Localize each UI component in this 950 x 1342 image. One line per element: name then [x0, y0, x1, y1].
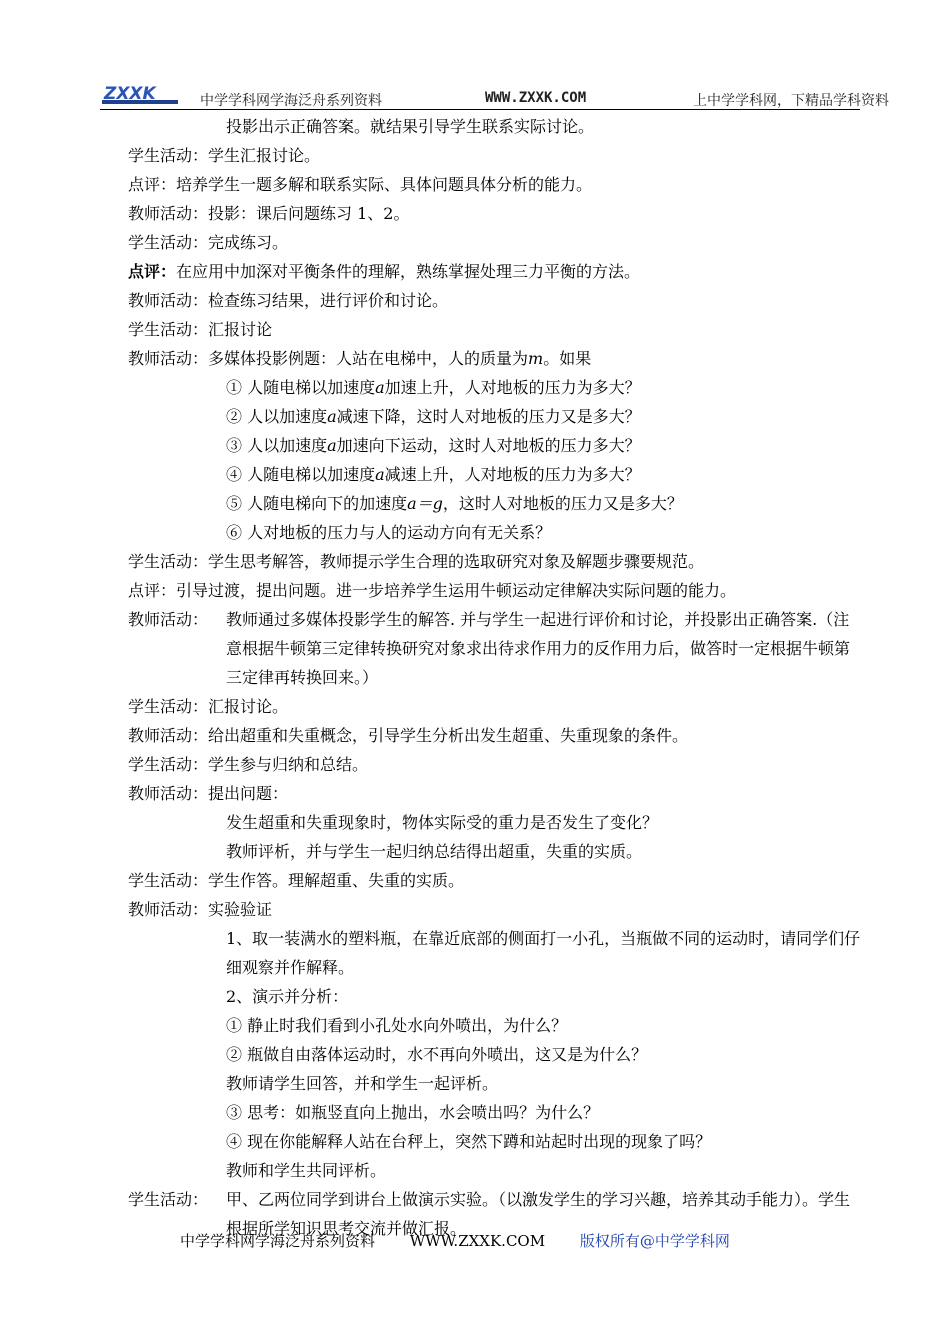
comment-text: 在应用中加深对平衡条件的理解，熟练掌握处理三力平衡的方法。	[176, 262, 641, 281]
page-header	[100, 80, 889, 110]
question-1: ① 人随电梯以加速度a加速上升，人对地板的压力为多大？	[226, 378, 641, 397]
text-line: 学生活动：学生思考解答，教师提示学生合理的选取研究对象及解题步骤要规范。	[128, 552, 705, 571]
variable-a: a	[375, 378, 385, 397]
comment-label: 点评：	[128, 262, 177, 281]
text-line: 学生活动：学生汇报讨论。	[128, 146, 321, 165]
text-line: 学生活动：汇报讨论	[128, 320, 273, 339]
document-body	[128, 112, 863, 1243]
text-line: 教师请学生回答，并和学生一起评析。	[226, 1074, 499, 1093]
header-url[interactable]: WWW.ZXXK.COM	[485, 90, 587, 106]
text-line	[128, 344, 863, 373]
text-line: ④ 现在你能解释人站在台秤上，突然下蹲和站起时出现的现象了吗？	[226, 1132, 712, 1151]
text-line: ① 静止时我们看到小孔处水向外喷出，为什么？	[226, 1016, 568, 1035]
header-left-text: 中学学科网学海泛舟系列资料	[200, 93, 382, 109]
paragraph-text: 甲、乙两位同学到讲台上做演示实验。（以激发学生的学习兴趣，培养其动手能力）。学生根据所学知识思考交流并做汇报。	[226, 1190, 851, 1238]
text-line: 教师活动：实验验证	[128, 900, 273, 919]
header-rule	[100, 109, 860, 110]
text-paragraph	[128, 605, 863, 692]
text-line: 点评：培养学生一题多解和联系实际、具体问题具体分析的能力。	[128, 175, 593, 194]
text-line: 教师评析，并与学生一起归纳总结得出超重，失重的实质。	[226, 842, 643, 861]
text-line: 教师和学生共同评析。	[226, 1161, 387, 1180]
text-line: ② 瓶做自由落体运动时，水不再向外喷出，这又是为什么？	[226, 1045, 648, 1064]
text-line: 学生活动：完成练习。	[128, 233, 289, 252]
example-intro-end: 。如果	[543, 349, 592, 368]
zxxk-logo	[100, 80, 180, 106]
paragraph-text: 教师通过多媒体投影学生的解答. 并与学生一起进行评价和讨论，并投影出正确答案.（注意根据牛顿第三定律转换研究对象求出待求作用力的反作用力后，做答时一定根据牛顿第三定律再转换回来。）	[226, 610, 851, 687]
page-footer	[180, 1230, 760, 1251]
experiment-step-1: 1、取一装满水的塑料瓶，在靠近底部的侧面打一小孔，当瓶做不同的运动时，请同学们仔细观察并作解释。	[226, 929, 861, 977]
text-line: 学生活动：汇报讨论。	[128, 697, 289, 716]
header-right-text: 上中学学科网，下精品学科资料	[693, 93, 889, 109]
footer-url[interactable]: WWW.ZXXK.COM	[409, 1232, 546, 1250]
text-line: 发生超重和失重现象时，物体实际受的重力是否发生了变化？	[226, 813, 659, 832]
text-line: 点评：引导过渡，提出问题。进一步培养学生运用牛顿运动定律解决实际问题的能力。	[128, 581, 737, 600]
footer-left-text: 中学学科网学海泛舟系列资料	[180, 1232, 376, 1250]
text-line	[128, 257, 863, 286]
question-3: ③ 人以加速度a加速向下运动，这时人对地板的压力多大？	[226, 436, 641, 455]
text-line: 教师活动：检查练习结果，进行评价和讨论。	[128, 291, 449, 310]
text-paragraph	[128, 924, 863, 982]
example-intro: 教师活动：多媒体投影例题：人站在电梯中，人的质量为	[128, 349, 529, 368]
variable-a: a	[375, 465, 385, 484]
question-6: ⑥ 人对地板的压力与人的运动方向有无关系？	[226, 523, 552, 542]
paragraph-label: 教师活动：	[128, 610, 209, 629]
paragraph-label: 学生活动：	[128, 1190, 209, 1209]
text-line: ③ 思考：如瓶竖直向上抛出，水会喷出吗？为什么？	[226, 1103, 600, 1122]
variable-a: a	[327, 436, 337, 455]
text-line: 学生活动：学生作答。理解超重、失重的实质。	[128, 871, 465, 890]
question-2: ② 人以加速度a减速下降，这时人对地板的压力又是多大？	[226, 407, 641, 426]
text-line: 学生活动：学生参与归纳和总结。	[128, 755, 369, 774]
text-line: 教师活动：提出问题：	[128, 784, 289, 803]
text-line: 教师活动：投影：课后问题练习 1、2。	[128, 204, 410, 223]
text-line: 投影出示正确答案。就结果引导学生联系实际讨论。	[226, 117, 595, 136]
experiment-step-2: 2、演示并分析：	[226, 987, 349, 1006]
variable-a: a	[327, 407, 337, 426]
footer-copyright: 版权所有@中学学科网	[579, 1232, 730, 1250]
question-4: ④ 人随电梯以加速度a减速上升，人对地板的压力为多大？	[226, 465, 641, 484]
text-line: 教师活动：给出超重和失重概念，引导学生分析出发生超重、失重现象的条件。	[128, 726, 689, 745]
question-5: ⑤ 人随电梯向下的加速度a＝g，这时人对地板的压力又是多大？	[226, 494, 683, 513]
logo-text: ZXXK	[104, 84, 156, 104]
equation-a-eq-g: a＝g	[407, 494, 443, 513]
variable-m: m	[528, 349, 544, 368]
